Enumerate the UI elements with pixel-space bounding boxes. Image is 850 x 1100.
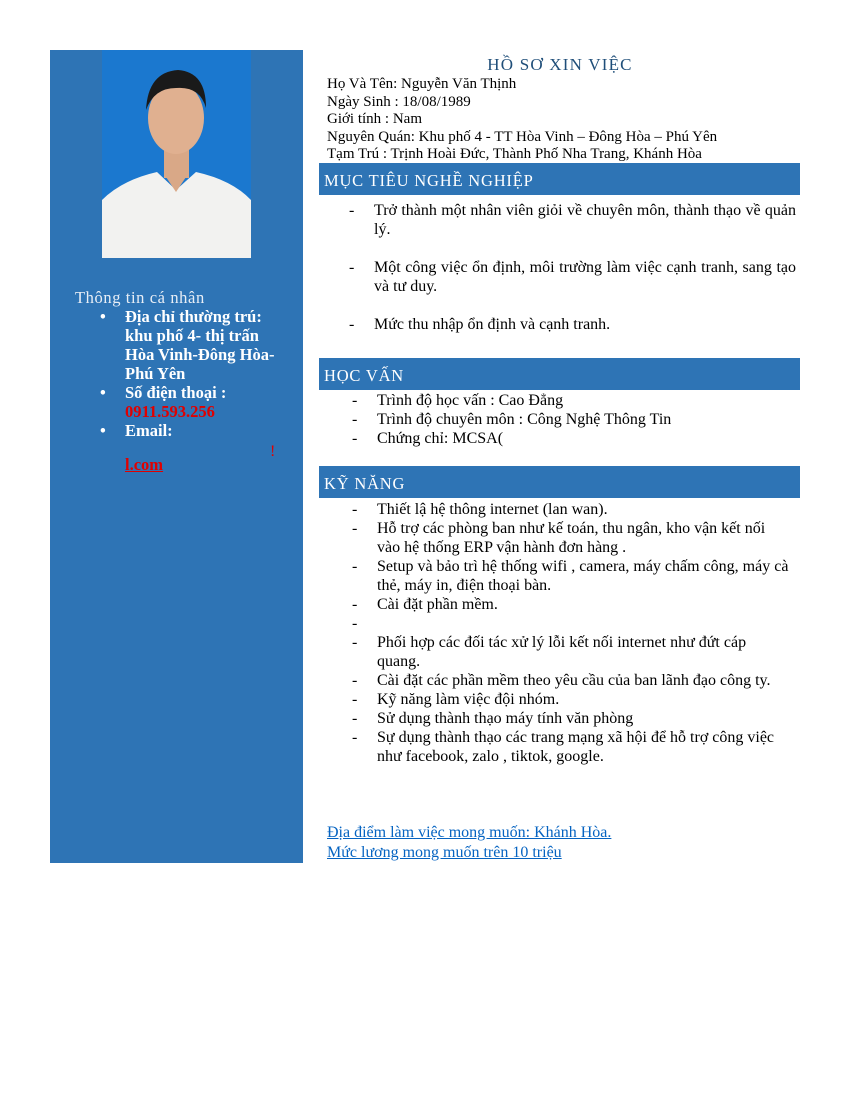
personal-info-list [100, 307, 290, 440]
temporary-address: Tạm Trú : Trịnh Hoài Đức, Thành Phố Nha Trang, Khánh Hòa [327, 146, 702, 162]
sidebar [50, 50, 303, 863]
email-link[interactable]: l.com [125, 455, 164, 474]
birth-date: Ngày Sinh : 18/08/1989 [327, 93, 471, 110]
list-item: - Phối hợp các đối tác xử lý lỗi kết nối internet như đứt cáp quang. [352, 633, 792, 671]
list-item: - Trình độ chuyên môn : Công Nghệ Thông Tin [352, 410, 792, 429]
address-value: khu phố 4- thị trấn Hòa Vinh-Đông Hòa-Phú Yên [125, 326, 275, 383]
list-item: - Sự dụng thành thạo các trang mạng xã hội để hỗ trợ công việc như facebook, zalo , tiktok, google. [352, 728, 792, 766]
gender: Giới tính : Nam [327, 111, 423, 127]
skills-list [352, 500, 792, 766]
skills-heading: KỸ NĂNG [319, 466, 800, 498]
list-item: - Một công việc ổn định, môi trường làm việc cạnh tranh, sang tạo và tư duy. [349, 258, 796, 296]
list-item: - Sử dụng thành thạo máy tính văn phòng [352, 709, 792, 728]
education-list [352, 391, 792, 448]
list-item: - Hỗ trợ các phòng ban như kế toán, thu ngân, kho vận kết nối vào hệ thống ERP vận hành đơn hàng . [352, 519, 792, 557]
list-item-empty [352, 614, 792, 633]
phone-label: Số điện thoại : [125, 383, 227, 402]
list-item: - Trở thành một nhân viên giỏi về chuyên môn, thành thạo về quản lý. [349, 201, 796, 239]
personal-info-heading: Thông tin cá nhân [75, 288, 205, 307]
list-item: - Thiết lậ hệ thông internet (lan wan). [352, 500, 792, 519]
phone-item [100, 383, 290, 421]
page-title: HỒ SƠ XIN VIỆC [487, 55, 633, 74]
full-name: Họ Và Tên: Nguyễn Văn Thịnh [327, 76, 517, 92]
address-label: Địa chỉ thường trú: [125, 307, 262, 326]
hometown: Nguyên Quán: Khu phố 4 - TT Hòa Vinh – Đông Hòa – Phú Yên [327, 128, 718, 145]
address-item [100, 307, 290, 383]
objective-heading: MỤC TIÊU NGHỀ NGHIỆP [319, 163, 800, 195]
personal-details [327, 76, 717, 164]
desired-salary-link[interactable]: Mức lương mong muốn trên 10 triệu [327, 844, 562, 861]
list-item: - Trình độ học vấn : Cao Đẳng [352, 391, 792, 410]
email-label: Email: [125, 421, 173, 440]
list-item: - Cài đặt các phần mềm theo yêu cầu của ban lãnh đạo công ty. [352, 671, 792, 690]
email-item [100, 421, 290, 440]
phone-value: 0911.593.256 [125, 402, 215, 421]
list-item: - Cài đặt phần mềm. [352, 595, 792, 614]
list-item: - Kỹ năng làm việc đội nhóm. [352, 690, 792, 709]
list-item: - Chứng chỉ: MCSA( [352, 429, 792, 448]
education-heading: HỌC VẤN [319, 358, 800, 390]
list-item: - Setup và bảo trì hệ thống wifi , camera, máy chấm công, máy cà thẻ, máy in, điện thoại bàn. [352, 557, 792, 595]
list-item: - Mức thu nhập ổn định và cạnh tranh. [349, 315, 796, 334]
desired-location-link[interactable]: Địa điểm làm việc mong muốn: Khánh Hòa. [327, 824, 612, 841]
profile-photo [102, 50, 251, 258]
email-fragment: ! [270, 443, 276, 460]
objective-list [349, 201, 796, 353]
